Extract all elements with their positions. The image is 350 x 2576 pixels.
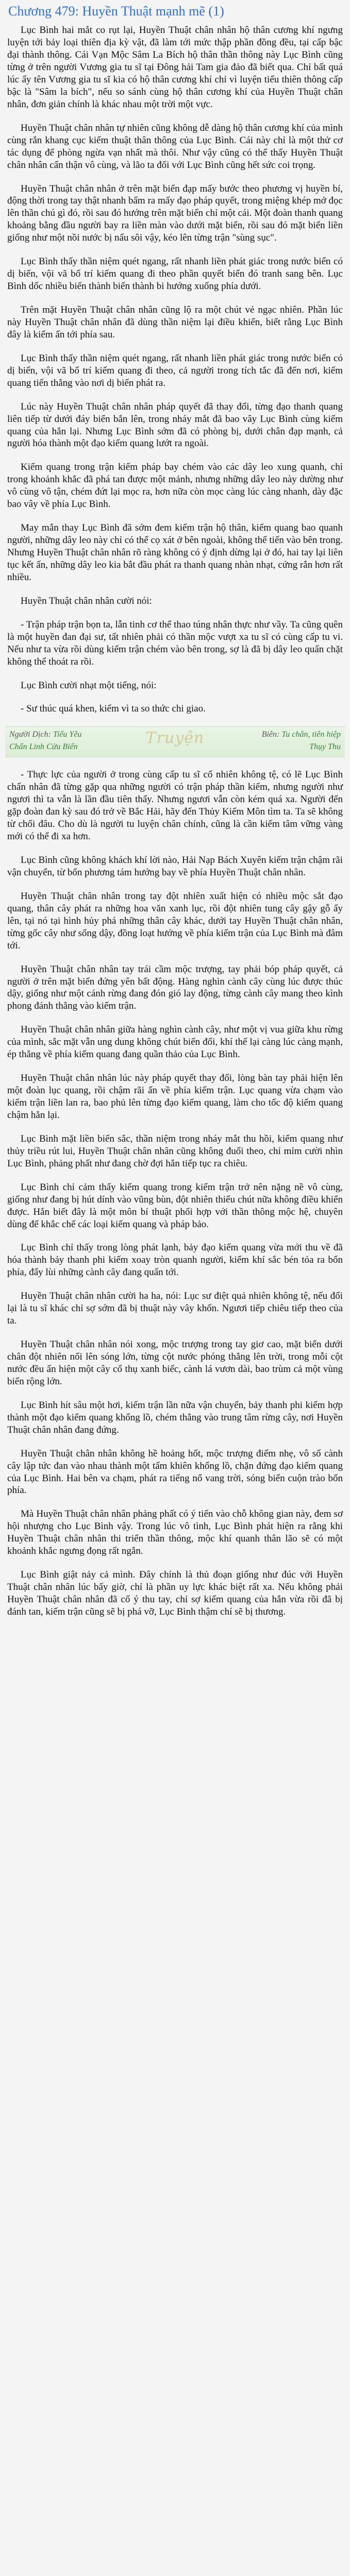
paragraph: May mắn thay Lục Bình đã sớm đem kiếm trận hộ thân, kiếm quang bao quanh người, những dây leo này chỉ có thể cọ xát ở bên ngoài, không thể tiến vào bên trong. Nhưng Huyền Thuật chân nhân rõ ràng không có ý định dừng lại ở đó, hai tay lại liên tục kết ấn, những dây leo kia bắt đầu phát ra thanh quang nhàn nhạt, cứng rắn hơn rất nhiều. (7, 522, 343, 583)
paragraph: Huyền Thuật chân nhân nói xong, mộc trượng trong tay giơ cao, mặt biển dưới chân đột nhiên nổi lên sóng lớn, từng cột nước phóng thẳng lên trời, trong mỗi cột nước đều ẩn hiện một cây cổ thụ xanh biếc, cành lá vươn dài, bao trùm cả một vùng biển rộng lớn. (7, 1339, 343, 1387)
translator-label: Người Dịch: (9, 730, 51, 739)
paragraph: - Thực lực của người ở trong cùng cấp tu sĩ cố nhiên không tệ, có lẽ Lục Bình chấn nhân đã từng gặp qua những người có trận pháp thần kiếm, nhưng người như ngươi thì ta vẫn là lần đầu tiên thấy. Nhưng ngươi vẫn còn kém quá xa. Người đến gặp đoàn đan kỳ sau đó trở về Bắc Hải, hãy đến Thủy Kiếm Môn tìm ta. Ta sẽ không từ chối đâu. Cho dù là người tu luyện chân chính, cũng là cần kiếm tâm vững vàng mới có thể đi xa hơn. (7, 769, 343, 842)
paragraph: Mà Huyền Thuật chân nhân phảng phất có ý tiến vào chỗ không gian này, đem sơ hội nhượng cho Lục Bình vậy. Trong lúc vô tình, Lục Bình phát hiện ra rằng khi Huyền Thuật chân nhân thi triển thần thông, mộc khí quanh thân lão sẽ có một khoảnh khắc ngưng đọng rất ngắn. (7, 1509, 343, 1557)
paragraph: Lục Bình cười nhạt một tiếng, nói: (21, 680, 157, 691)
paragraph: Huyền Thuật chân nhân tự nhiên cũng không dễ dàng hộ thân cương khí của mình cùng rắn khang cục kiếm thuật thân thông của Lục Bình. Cái này chỉ là một thử cơ tác dụng để phòng ngừa vạn nhất mà thôi. Như vậy cũng có thể thấy Huyền Thuật chân nhân cẩn thận vô cùng, và lão ta đối với Lục Bình cũng hết sức coi trọng. (7, 122, 343, 171)
paragraph: Lúc này Huyền Thuật chân nhân pháp quyết đã thay đổi, từng đạo thanh quang liên tiếp từ dưới đáy biển bắn lên, trong nháy mắt đã bao vây Lục Bình cùng kiếm quang của hắn lại. Nhưng Lục Bình sớm đã có phòng bị, dưới chân đạp mạnh, cả người hóa thành một đạo kiếm quang lướt ra ngoài. (7, 401, 343, 449)
editor-label: Biên: (261, 730, 280, 739)
paragraph: Huyền Thuật chân nhân lúc này pháp quyết thay đổi, lòng bàn tay phải hiện lên một đoàn lục quang, rồi chậm rãi ấn về phía kiếm trận. Lục quang vừa chạm vào kiếm trận liền lan ra, bao phủ lên từng đạo kiếm quang, làm cho tốc độ kiếm quang chậm hẳn lại. (7, 1073, 343, 1121)
paragraph: Trên mặt Huyền Thuật chân nhân cũng lộ ra một chút vẻ ngạc nhiên. Phần lúc này Huyền Thuật chân nhân đã dùng thần niệm lại điều khiển, biết rằng Lục Bình đây là kiếm ấn tới phía sau. (7, 304, 343, 340)
source-value: Thụy Thu (309, 742, 341, 752)
chapter-title: Chương 479: Huyền Thuật mạnh mẽ (1) (8, 4, 224, 19)
paragraph: Lục Bình cũng không khách khí lời nào, Hải Nạp Bách Xuyên kiếm trận chậm rãi vận chuyển, từ bốn phương tám hướng bay về phía Huyền Thuật chân nhân. (7, 855, 343, 878)
source-label: Chấn Linh Cửu Biến (9, 742, 78, 752)
watermark-stamp: Truyện (145, 729, 205, 748)
paragraph: Lục Bình mặt liền biến sắc, thần niệm trong nháy mắt thu hồi, kiếm quang như thủy triều rút lui, Huyền Thuật chân nhân cũng không đuổi theo, chỉ mỉm cười nhìn Lục Bình, phảng phất như đang chờ đợi hắn tiếp tục ra chiêu. (7, 1133, 343, 1169)
paragraph: Lục Bình thấy thần niệm quét ngang, rất nhanh liền phát giác trong nước biển có dị biến, vội vã bố trí kiếm quang đi theo phần quyết biển đó tranh sang bên. Lục Bình dốc nhiều biến thành biến thành bi hướng xuống phía dưới. (7, 256, 343, 292)
paragraph: Huyền Thuật chân nhân ở trên mặt biển đạp mấy bước theo phương vị huyền bí, động thời trong tay thật nhanh bấm ra mấy đạo pháp quyết, trong miệng khép mở đọc lên thần chú gì đó, rồi sau đó hướng trên mặt biển chỉ một cái. Một đoàn thanh quang khoảng bằng đầu người bay ra liền màn vào dưới mặt biển, rồi sau đó mặt biển liền giống như một nồi nước bị nấu sôi vậy, kéo lên từng trận "sùng sục". (7, 183, 343, 244)
paragraph: Huyền Thuật chân nhân tay trái cầm mộc trượng, tay phải bóp pháp quyết, cả người ở trên mặt biển đứng yên bất động. Hàng nghìn cành cây cùng lúc được thúc dậy, giống như một cánh rừng đang đón gió lay động, từng cành cây mang theo kình phong đánh thẳng vào kiếm trận. (7, 963, 343, 1012)
paragraph: Lục Bình chỉ thấy trong lòng phát lạnh, bảy đạo kiếm quang vừa mới thu về đã hóa thành bảy thanh phi kiếm xoay tròn quanh người, kiếm khí sắc bén tỏa ra bốn phía, đẩy lùi những cành cây đang quấn tới. (7, 1242, 343, 1278)
paragraph: Lục Bình chỉ cảm thấy kiếm quang trong kiếm trận trở nên nặng nề vô cùng, giống như đang bị hút dính vào vũng bùn, đột nhiên thiếu chút nữa không điều khiển được. Hắn biết đây là một môn bí thuật phối hợp với thần thông mộc hệ, chuyên dùng để khắc chế các loại kiếm quang và pháp bảo. (7, 1181, 343, 1230)
paragraph: Kiếm quang trong trận kiếm pháp bay chém vào các dây leo xung quanh, chỉ trong khoảnh khắc đã phá tan được một mảnh, nhưng những dây leo này dường như vô cùng vô tận, chém đứt lại mọc ra, hơn nữa còn mọc càng lúc càng nhanh, dày đặc bao vây về phía Lục Bình. (7, 462, 343, 510)
editor-name: Tu chân, tiên hiệp (281, 730, 341, 739)
paragraph: Lục Bình hai mắt co rụt lại, Huyền Thuật chân nhân hộ thân cương khí ngưng luyện tới bảy loại thiên địa kỳ vật, đã làm tới mức thập phần đồng đều, tại cấp bậc đại thành thông. Cái Vạn Mộc Sâm La Bích hộ thân thần thông này Lục Bình cũng từng ở trên người Vương gia tu sĩ tại Đông hải Tam gia đảo đã biết qua. Chỉ bất quá lúc ấy tên Vương gia tu sĩ kia có hộ thân cương khí chỉ vì luyện tiểu thiên thông cấp bậc là "Sâm la bích", nếu so sánh cùng hộ thân cương khí của Huyền Thuật chân nhân, đơn giản chính là khác nhau một trời một vực. (7, 25, 343, 110)
paragraph: Lục Bình hít sâu một hơi, kiếm trận lần nữa vận chuyển, bảy thanh phi kiếm hợp thành một đạo kiếm quang khổng lồ, chém thẳng vào trung tâm rừng cây, nơi Huyền Thuật chân nhân đang đứng. (7, 1399, 343, 1435)
paragraph: - Trận pháp trận bọn ta, lẫn tinh cơ thể thao túng nhân thực như vầy. Ta cũng quên là một huyền đan đại sư, tất nhiên phải có thần mộc vượt xa tu sĩ có cùng cấp tu vi. Nếu như ta vừa rồi dùng kiếm trận chém vào bên trong, sợ là đã bị dây leo quấn chặt không thể thoát ra rồi. (7, 619, 343, 667)
chapter-body-part-1 (7, 24, 343, 715)
paragraph: Lục Bình giật nảy cả mình. Đây chính là thủ đoạn giống như đúc với Huyền Thuật chân nhân lúc bấy giờ, chỉ là phần uy lực khác biệt rất xa. Nếu không phải Huyền Thuật chân nhân đã cố ý thu tay, chỉ sợ kiếm quang của hắn vừa rồi đã bị đánh tan, kiếm trận cũng sẽ bị phá vỡ, Lục Bình thậm chí sẽ bị thương. (7, 1569, 343, 1617)
paragraph: Huyền Thuật chân nhân trong tay đột nhiên xuất hiện có nhiều mộc sắt đạo quang, thân cây phát ra những hoa văn xanh lục, rồi đột nhiên tung cây gậy gỗ ấy lên, tại nó tại hình hủy phá những thân cây khác, dưới tay Huyền Thuật chân nhân, từng gốc cây như sống dậy, đồng loạt hướng về phía kiếm trận của Lục Bình mà đâm tới. (7, 890, 343, 951)
paragraph: Huyền Thuật chân nhân giữa hàng nghìn cành cây, như một vị vua giữa khu rừng của mình, sắc mặt vẫn ung dung không chút biến đổi, khí thế lại càng lúc càng mạnh, ép thẳng về phía kiếm quang đang quần thảo của Lục Bình. (7, 1024, 343, 1060)
translator-name: Tiểu Yêu (53, 730, 82, 739)
paragraph: Huyền Thuật chân nhân không hề hoảng hốt, mộc trượng điểm nhẹ, vô số cành cây lập tức đan vào nhau thành một tấm khiên khổng lồ, chặn đứng đạo kiếm quang của Lục Bình. Hai bên va chạm, phát ra tiếng nổ vang trời, sóng biển cuộn trào bốn phía. (7, 1448, 343, 1496)
paragraph: Huyền Thuật chân nhân cười ha ha, nói: Lục sư điệt quả nhiên không tệ, nếu đổi lại là tu sĩ khác chỉ sợ sớm đã bị thuật này vây khốn. Ngươi tiếp chiêu tiếp theo của ta. (7, 1291, 343, 1327)
chapter-body-part-2 (7, 769, 343, 1618)
credits-banner (5, 726, 345, 757)
paragraph: - Sư thúc quá khen, kiếm vì ta so thức chi giao. (21, 703, 206, 715)
paragraph: Lục Bình thấy thần niệm quét ngang, rất nhanh liền phát giác trong nước biển có dị biến, vội vã bố trí kiếm quang đi theo, cả người trong tích tắc đã đến nơi, kiếm quang tiến thẳng vào nơi dị biến phát ra. (7, 352, 343, 388)
paragraph: Huyền Thuật chân nhân cười nói: (21, 595, 152, 606)
